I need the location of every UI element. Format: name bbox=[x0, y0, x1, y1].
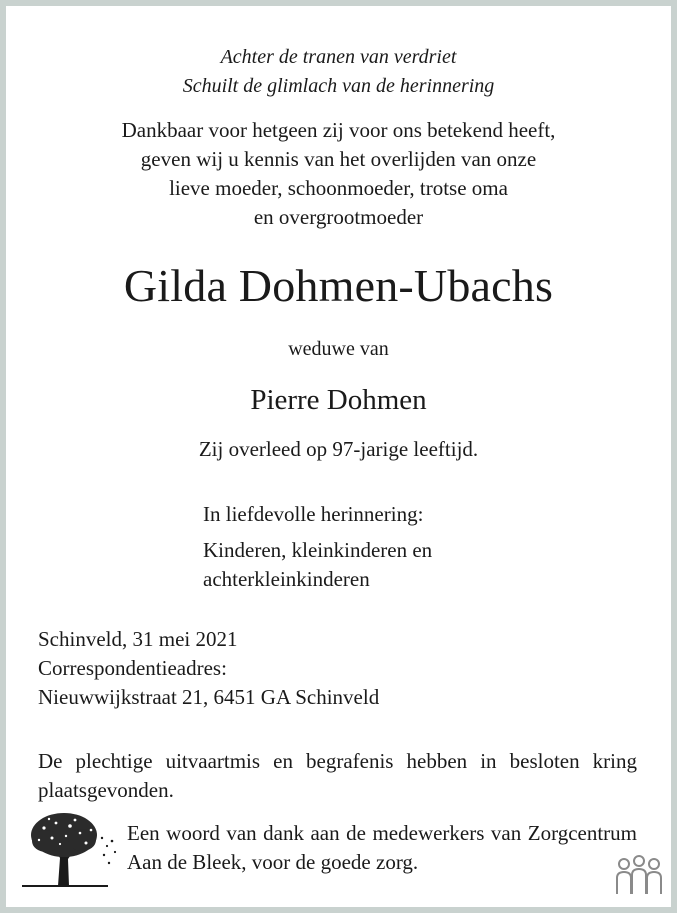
address: Nieuwwijkstraat 21, 6451 GA Schinveld bbox=[38, 685, 380, 709]
intro-line-4: en overgrootmoeder bbox=[253, 205, 424, 229]
age-line: Zij overleed op 97-jarige leeftijd. bbox=[198, 437, 479, 461]
place-date: Schinveld, 31 mei 2021 bbox=[38, 627, 238, 651]
husband-name: Pierre Dohmen bbox=[250, 384, 427, 416]
memory-label: In liefdevolle herinnering: bbox=[203, 502, 424, 526]
intro-text bbox=[0, 116, 677, 232]
deceased-name: Gilda Dohmen-Ubachs bbox=[123, 260, 554, 311]
people-logo-icon bbox=[614, 854, 664, 896]
funeral-text: De plechtige uitvaartmis en begrafenis hebben in besloten kring plaatsgevonden. bbox=[38, 749, 637, 802]
widow-of-label: weduwe van bbox=[288, 338, 389, 360]
family-line-1: Kinderen, kleinkinderen en bbox=[203, 538, 433, 562]
intro-line-3: lieve moeder, schoonmoeder, trotse oma bbox=[169, 176, 508, 200]
place-and-address bbox=[38, 625, 379, 712]
family-line-2: achterkleinkinderen bbox=[203, 567, 370, 591]
intro-line-1: Dankbaar voor hetgeen zij voor ons betekend heeft, bbox=[121, 118, 556, 142]
family-signature bbox=[203, 536, 432, 594]
thanks-text: Een woord van dank aan de medewerkers van Zorgcentrum Aan de Bleek, voor de goede zorg. bbox=[127, 821, 637, 874]
motto-line-1: Achter de tranen van verdriet bbox=[220, 46, 457, 68]
motto-line-2: Schuilt de glimlach van de herinnering bbox=[182, 75, 495, 97]
tree-icon bbox=[14, 808, 124, 888]
motto bbox=[0, 43, 677, 101]
correspondence-label: Correspondentieadres: bbox=[38, 656, 227, 680]
intro-line-2: geven wij u kennis van het overlijden van onze bbox=[140, 147, 537, 171]
